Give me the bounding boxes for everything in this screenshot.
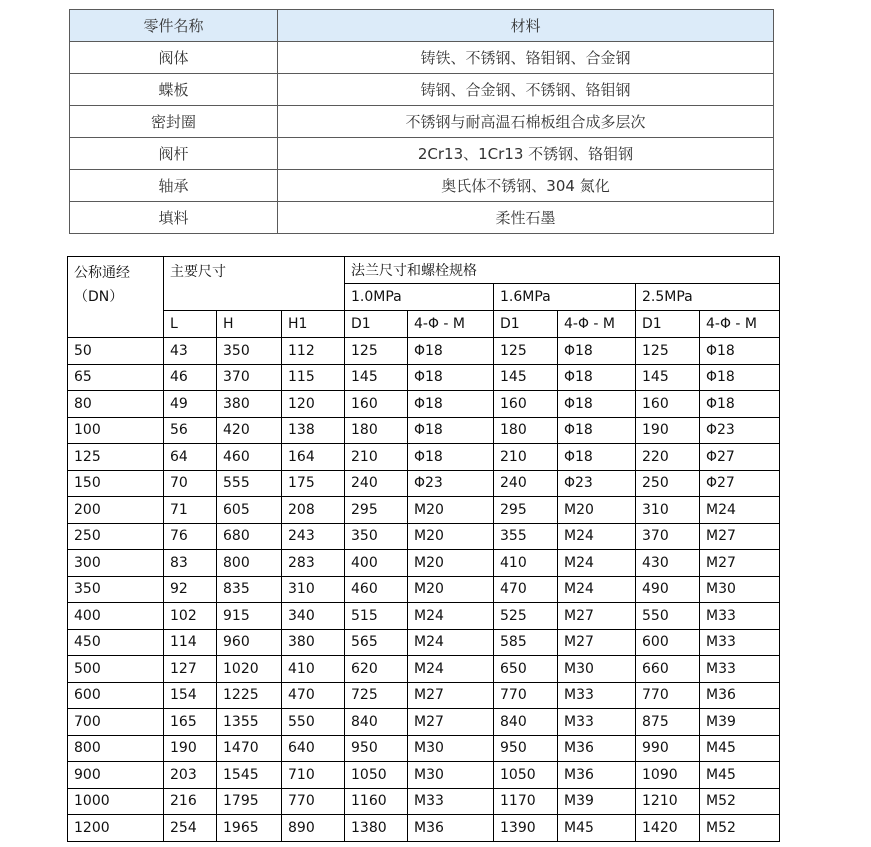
- table-cell: 710: [282, 762, 345, 789]
- table-cell: 835: [217, 576, 282, 603]
- table-cell: 160: [494, 391, 558, 418]
- table-row: [68, 603, 780, 630]
- table-cell: 283: [282, 550, 345, 577]
- table-cell: 1390: [494, 815, 558, 842]
- table-cell: 420: [217, 417, 282, 444]
- material-cell: 2Cr13、1Cr13 不锈钢、铬钼钢: [278, 138, 774, 170]
- table-cell: 71: [164, 497, 217, 524]
- table-cell: 460: [217, 444, 282, 471]
- table-cell: 240: [494, 470, 558, 497]
- dn-cell: 450: [68, 629, 164, 656]
- table-cell: M24: [408, 656, 494, 683]
- table-cell: 1470: [217, 735, 282, 762]
- table-cell: 490: [636, 576, 700, 603]
- table-cell: 145: [494, 364, 558, 391]
- table-cell: Φ18: [558, 338, 636, 365]
- nominal-diameter-label: 公称通经: [74, 265, 130, 281]
- table-row: [68, 815, 780, 842]
- table-cell: 650: [494, 656, 558, 683]
- table-cell: 1355: [217, 709, 282, 736]
- table-cell: 216: [164, 788, 217, 815]
- table-cell: M27: [408, 709, 494, 736]
- table-cell: 83: [164, 550, 217, 577]
- table-cell: 430: [636, 550, 700, 577]
- dims-header-row-1: [68, 257, 780, 284]
- table-cell: 1225: [217, 682, 282, 709]
- table-row: [68, 762, 780, 789]
- table-cell: 1020: [217, 656, 282, 683]
- table-cell: 915: [217, 603, 282, 630]
- table-cell: 210: [494, 444, 558, 471]
- table-cell: 950: [494, 735, 558, 762]
- table-cell: 175: [282, 470, 345, 497]
- table-cell: 295: [494, 497, 558, 524]
- table-cell: M39: [700, 709, 780, 736]
- table-cell: 875: [636, 709, 700, 736]
- table-cell: 127: [164, 656, 217, 683]
- table-cell: Φ18: [408, 444, 494, 471]
- column-subheader: 4-Φ - M: [408, 311, 494, 338]
- table-cell: Φ23: [558, 470, 636, 497]
- table-cell: 160: [345, 391, 408, 418]
- table-cell: 840: [494, 709, 558, 736]
- table-cell: 49: [164, 391, 217, 418]
- table-cell: M45: [700, 762, 780, 789]
- table-cell: 125: [494, 338, 558, 365]
- table-row: [68, 470, 780, 497]
- dn-cell: 1000: [68, 788, 164, 815]
- materials-header-row: [70, 10, 774, 42]
- table-cell: 600: [636, 629, 700, 656]
- table-row: [68, 497, 780, 524]
- table-cell: M45: [558, 815, 636, 842]
- table-cell: 1170: [494, 788, 558, 815]
- table-cell: 1965: [217, 815, 282, 842]
- table-cell: Φ18: [408, 338, 494, 365]
- table-row: [68, 523, 780, 550]
- part-name-cell: 阀体: [70, 42, 278, 74]
- table-cell: 565: [345, 629, 408, 656]
- table-row: [68, 444, 780, 471]
- dn-cell: 100: [68, 417, 164, 444]
- table-cell: 165: [164, 709, 217, 736]
- material-row: [70, 202, 774, 234]
- table-cell: M33: [700, 629, 780, 656]
- dims-subheader-row: [68, 311, 780, 338]
- table-row: [68, 364, 780, 391]
- table-cell: M33: [558, 682, 636, 709]
- table-cell: M24: [558, 550, 636, 577]
- table-cell: 355: [494, 523, 558, 550]
- dn-cell: 900: [68, 762, 164, 789]
- table-cell: 770: [282, 788, 345, 815]
- table-cell: 770: [636, 682, 700, 709]
- material-row: [70, 106, 774, 138]
- table-cell: 1210: [636, 788, 700, 815]
- table-cell: 138: [282, 417, 345, 444]
- table-cell: 470: [282, 682, 345, 709]
- table-cell: M39: [558, 788, 636, 815]
- material-cell: 铸钢、合金钢、不锈钢、铬钼钢: [278, 74, 774, 106]
- nominal-diameter-unit: （DN）: [74, 289, 124, 305]
- table-cell: M33: [700, 603, 780, 630]
- table-cell: M45: [700, 735, 780, 762]
- table-cell: Φ18: [700, 391, 780, 418]
- material-row: [70, 170, 774, 202]
- pressure-header-1: 1.0MPa: [345, 284, 494, 311]
- table-cell: 555: [217, 470, 282, 497]
- dn-cell: 80: [68, 391, 164, 418]
- column-subheader: L: [164, 311, 217, 338]
- table-cell: 180: [345, 417, 408, 444]
- table-cell: M30: [408, 762, 494, 789]
- table-cell: 250: [636, 470, 700, 497]
- table-cell: M20: [408, 497, 494, 524]
- table-cell: 890: [282, 815, 345, 842]
- dn-cell: 125: [68, 444, 164, 471]
- dn-cell: 65: [68, 364, 164, 391]
- material-row: [70, 138, 774, 170]
- table-cell: 990: [636, 735, 700, 762]
- table-cell: 1380: [345, 815, 408, 842]
- table-cell: M27: [558, 629, 636, 656]
- table-cell: M27: [700, 550, 780, 577]
- pressure-header-2: 1.6MPa: [494, 284, 636, 311]
- table-cell: 64: [164, 444, 217, 471]
- table-cell: 1795: [217, 788, 282, 815]
- table-cell: Φ18: [408, 391, 494, 418]
- column-subheader: D1: [494, 311, 558, 338]
- table-cell: 1050: [494, 762, 558, 789]
- table-cell: 310: [282, 576, 345, 603]
- table-cell: 950: [345, 735, 408, 762]
- table-cell: Φ18: [408, 364, 494, 391]
- table-cell: Φ18: [408, 417, 494, 444]
- table-cell: 114: [164, 629, 217, 656]
- table-cell: M24: [558, 523, 636, 550]
- table-cell: 620: [345, 656, 408, 683]
- part-name-cell: 轴承: [70, 170, 278, 202]
- table-cell: M36: [408, 815, 494, 842]
- table-cell: 92: [164, 576, 217, 603]
- table-cell: 160: [636, 391, 700, 418]
- material-row: [70, 42, 774, 74]
- table-cell: M33: [558, 709, 636, 736]
- table-cell: 1160: [345, 788, 408, 815]
- table-cell: M52: [700, 815, 780, 842]
- table-cell: 350: [217, 338, 282, 365]
- table-cell: M33: [700, 656, 780, 683]
- table-cell: 254: [164, 815, 217, 842]
- table-cell: 340: [282, 603, 345, 630]
- table-cell: M30: [408, 735, 494, 762]
- table-cell: M27: [700, 523, 780, 550]
- table-cell: Φ18: [558, 391, 636, 418]
- table-cell: 550: [636, 603, 700, 630]
- table-cell: 145: [636, 364, 700, 391]
- table-cell: 460: [345, 576, 408, 603]
- table-cell: 56: [164, 417, 217, 444]
- table-cell: M36: [558, 762, 636, 789]
- column-subheader: 4-Φ - M: [700, 311, 780, 338]
- table-cell: M36: [558, 735, 636, 762]
- table-row: [68, 391, 780, 418]
- table-cell: Φ27: [700, 470, 780, 497]
- material-cell: 铸铁、不锈钢、铬钼钢、合金钢: [278, 42, 774, 74]
- table-cell: 154: [164, 682, 217, 709]
- table-cell: 680: [217, 523, 282, 550]
- dn-cell: 800: [68, 735, 164, 762]
- table-cell: 770: [494, 682, 558, 709]
- nominal-diameter-header: [68, 257, 164, 338]
- table-cell: 310: [636, 497, 700, 524]
- table-cell: Φ27: [700, 444, 780, 471]
- table-row: [68, 656, 780, 683]
- table-cell: 1420: [636, 815, 700, 842]
- table-row: [68, 788, 780, 815]
- table-row: [68, 338, 780, 365]
- part-name-cell: 阀杆: [70, 138, 278, 170]
- table-cell: 605: [217, 497, 282, 524]
- dimensions-table: [67, 256, 780, 842]
- table-cell: Φ18: [558, 444, 636, 471]
- table-cell: Φ18: [558, 364, 636, 391]
- table-cell: 190: [164, 735, 217, 762]
- table-cell: 1545: [217, 762, 282, 789]
- dn-cell: 300: [68, 550, 164, 577]
- table-cell: 640: [282, 735, 345, 762]
- table-cell: 240: [345, 470, 408, 497]
- dn-cell: 700: [68, 709, 164, 736]
- table-cell: 525: [494, 603, 558, 630]
- table-cell: 725: [345, 682, 408, 709]
- material-cell: 柔性石墨: [278, 202, 774, 234]
- flange-header: 法兰尺寸和螺栓规格: [345, 257, 780, 284]
- table-cell: 800: [217, 550, 282, 577]
- table-cell: M36: [700, 682, 780, 709]
- table-cell: M20: [408, 523, 494, 550]
- dn-cell: 400: [68, 603, 164, 630]
- part-name-header: 零件名称: [70, 10, 278, 42]
- column-subheader: H1: [282, 311, 345, 338]
- table-cell: 208: [282, 497, 345, 524]
- table-row: [68, 417, 780, 444]
- dn-cell: 150: [68, 470, 164, 497]
- table-row: [68, 629, 780, 656]
- material-header: 材料: [278, 10, 774, 42]
- table-cell: 115: [282, 364, 345, 391]
- table-cell: 220: [636, 444, 700, 471]
- dn-cell: 500: [68, 656, 164, 683]
- table-cell: 470: [494, 576, 558, 603]
- table-cell: Φ23: [408, 470, 494, 497]
- table-cell: 400: [345, 550, 408, 577]
- dn-cell: 350: [68, 576, 164, 603]
- table-cell: 70: [164, 470, 217, 497]
- table-cell: 190: [636, 417, 700, 444]
- part-name-cell: 密封圈: [70, 106, 278, 138]
- table-cell: 43: [164, 338, 217, 365]
- table-cell: M27: [408, 682, 494, 709]
- table-cell: 585: [494, 629, 558, 656]
- table-cell: 410: [494, 550, 558, 577]
- table-row: [68, 576, 780, 603]
- table-cell: Φ18: [700, 338, 780, 365]
- column-subheader: 4-Φ - M: [558, 311, 636, 338]
- part-name-cell: 填料: [70, 202, 278, 234]
- table-row: [68, 735, 780, 762]
- table-cell: 120: [282, 391, 345, 418]
- table-cell: 125: [345, 338, 408, 365]
- table-cell: M30: [700, 576, 780, 603]
- table-cell: M24: [700, 497, 780, 524]
- material-row: [70, 74, 774, 106]
- table-cell: 243: [282, 523, 345, 550]
- table-cell: 203: [164, 762, 217, 789]
- table-cell: 102: [164, 603, 217, 630]
- table-cell: 660: [636, 656, 700, 683]
- table-cell: 370: [217, 364, 282, 391]
- table-cell: 1050: [345, 762, 408, 789]
- table-cell: Φ18: [558, 417, 636, 444]
- dn-cell: 50: [68, 338, 164, 365]
- table-cell: 112: [282, 338, 345, 365]
- table-cell: M30: [558, 656, 636, 683]
- table-cell: M24: [408, 629, 494, 656]
- table-cell: M20: [558, 497, 636, 524]
- dn-cell: 1200: [68, 815, 164, 842]
- table-cell: 960: [217, 629, 282, 656]
- table-cell: 46: [164, 364, 217, 391]
- part-name-cell: 蝶板: [70, 74, 278, 106]
- table-cell: Φ18: [700, 364, 780, 391]
- column-subheader: H: [217, 311, 282, 338]
- table-cell: 370: [636, 523, 700, 550]
- dn-cell: 250: [68, 523, 164, 550]
- table-row: [68, 709, 780, 736]
- dn-cell: 600: [68, 682, 164, 709]
- table-cell: 125: [636, 338, 700, 365]
- table-cell: 164: [282, 444, 345, 471]
- table-cell: 295: [345, 497, 408, 524]
- table-cell: 350: [345, 523, 408, 550]
- table-row: [68, 550, 780, 577]
- table-cell: 210: [345, 444, 408, 471]
- pressure-header-3: 2.5MPa: [636, 284, 780, 311]
- table-cell: 840: [345, 709, 408, 736]
- table-cell: 515: [345, 603, 408, 630]
- table-cell: 76: [164, 523, 217, 550]
- dn-cell: 200: [68, 497, 164, 524]
- material-cell: 奥氏体不锈钢、304 氮化: [278, 170, 774, 202]
- table-cell: 550: [282, 709, 345, 736]
- table-cell: 1090: [636, 762, 700, 789]
- column-subheader: D1: [345, 311, 408, 338]
- table-cell: 410: [282, 656, 345, 683]
- table-row: [68, 682, 780, 709]
- table-cell: 380: [217, 391, 282, 418]
- table-cell: M24: [558, 576, 636, 603]
- table-cell: M52: [700, 788, 780, 815]
- materials-table: [69, 9, 774, 234]
- table-cell: 180: [494, 417, 558, 444]
- table-cell: M20: [408, 576, 494, 603]
- table-cell: M24: [408, 603, 494, 630]
- table-cell: M20: [408, 550, 494, 577]
- table-cell: Φ23: [700, 417, 780, 444]
- column-subheader: D1: [636, 311, 700, 338]
- table-cell: 145: [345, 364, 408, 391]
- material-cell: 不锈钢与耐高温石棉板组合成多层次: [278, 106, 774, 138]
- table-cell: 380: [282, 629, 345, 656]
- table-cell: M27: [558, 603, 636, 630]
- table-cell: M33: [408, 788, 494, 815]
- main-dimensions-header: 主要尺寸: [164, 257, 345, 311]
